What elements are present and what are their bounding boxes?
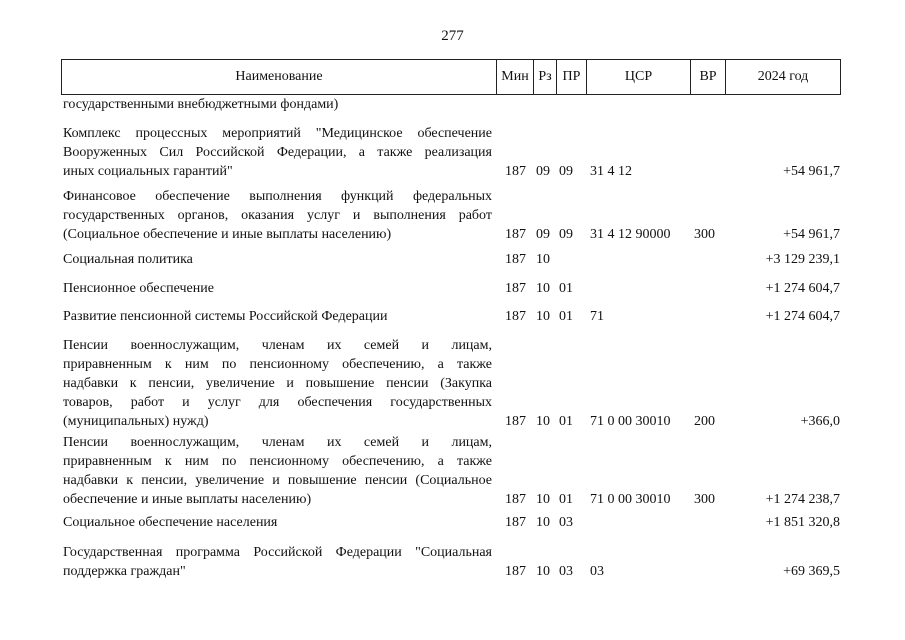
row-name-line: надбавки к пенсии, увеличение и повышение пенсии (Социальное — [63, 473, 492, 488]
row-name-line: приравненным к ним по пенсионному обеспечению, а также — [63, 357, 492, 372]
header-pr: ПР — [556, 59, 587, 95]
header-rz: Рз — [533, 59, 557, 95]
table-row — [0, 95, 905, 114]
row-min: 187 — [505, 164, 526, 179]
row-csr: 03 — [590, 564, 604, 579]
row-pr: 09 — [559, 164, 573, 179]
row-min: 187 — [505, 492, 526, 507]
row-name — [63, 513, 492, 532]
row-rz: 10 — [536, 281, 550, 296]
row-min: 187 — [505, 227, 526, 242]
table-row — [0, 433, 905, 509]
row-amount: +1 274 604,7 — [765, 281, 840, 296]
row-name-line: (муниципальных) нужд) — [63, 414, 209, 429]
table-header — [61, 59, 841, 95]
row-rz: 09 — [536, 164, 550, 179]
table-row — [0, 187, 905, 244]
row-name-line: (Социальное обеспечение и иные выплаты населению) — [63, 227, 392, 242]
row-name — [63, 95, 492, 114]
row-name — [63, 250, 492, 269]
row-name-line: государственных органов, оказания услуг и выполнения работ — [63, 208, 492, 223]
row-amount: +1 274 604,7 — [765, 309, 840, 324]
row-pr: 01 — [559, 281, 573, 296]
row-name — [63, 187, 492, 244]
row-name-line: Пенсии военнослужащим, членам их семей и лицам, — [63, 435, 492, 450]
row-pr: 03 — [559, 515, 573, 530]
row-name-line: иных социальных гарантий" — [63, 164, 233, 179]
row-csr: 71 — [590, 309, 604, 324]
row-rz: 10 — [536, 515, 550, 530]
row-csr: 31 4 12 90000 — [590, 227, 671, 242]
row-rz: 10 — [536, 564, 550, 579]
table-row — [0, 124, 905, 181]
row-min: 187 — [505, 252, 526, 267]
row-amount: +3 129 239,1 — [765, 252, 840, 267]
row-name-line: Социальная политика — [63, 252, 193, 267]
row-name — [63, 124, 492, 181]
row-name-line: Пенсионное обеспечение — [63, 281, 214, 296]
row-name — [63, 279, 492, 298]
row-rz: 09 — [536, 227, 550, 242]
table-row — [0, 307, 905, 326]
row-vr: 300 — [694, 227, 715, 242]
row-rz: 10 — [536, 492, 550, 507]
row-name-line: Комплекс процессных мероприятий "Медицинское обеспечение — [63, 126, 492, 141]
row-rz: 10 — [536, 252, 550, 267]
header-vr: ВР — [690, 59, 726, 95]
row-vr: 300 — [694, 492, 715, 507]
header-year: 2024 год — [725, 59, 841, 95]
table-row — [0, 279, 905, 298]
row-name-line: Социальное обеспечение населения — [63, 515, 278, 530]
row-min: 187 — [505, 515, 526, 530]
row-pr: 09 — [559, 227, 573, 242]
row-amount: +366,0 — [800, 414, 840, 429]
row-name-line: Вооруженных Сил Российской Федерации, а также реализация — [63, 145, 492, 160]
row-pr: 01 — [559, 414, 573, 429]
header-csr: ЦСР — [586, 59, 691, 95]
table-row — [0, 543, 905, 581]
row-amount: +54 961,7 — [783, 227, 840, 242]
row-name — [63, 307, 492, 326]
row-name-line: Развитие пенсионной системы Российской Федерации — [63, 309, 388, 324]
row-name — [63, 543, 492, 581]
row-name-line: приравненным к ним по пенсионному обеспечению, а также — [63, 454, 492, 469]
row-name-line: государственными внебюджетными фондами) — [63, 97, 339, 112]
row-amount: +54 961,7 — [783, 164, 840, 179]
row-pr: 03 — [559, 564, 573, 579]
row-csr: 31 4 12 — [590, 164, 632, 179]
row-rz: 10 — [536, 414, 550, 429]
row-pr: 01 — [559, 309, 573, 324]
row-vr: 200 — [694, 414, 715, 429]
header-name: Наименование — [61, 59, 497, 95]
row-name-line: поддержка граждан" — [63, 564, 186, 579]
row-min: 187 — [505, 564, 526, 579]
row-csr: 71 0 00 30010 — [590, 414, 671, 429]
row-amount: +1 851 320,8 — [765, 515, 840, 530]
row-csr: 71 0 00 30010 — [590, 492, 671, 507]
row-amount: +1 274 238,7 — [765, 492, 840, 507]
table-row — [0, 513, 905, 532]
row-rz: 10 — [536, 309, 550, 324]
row-amount: +69 369,5 — [783, 564, 840, 579]
row-name — [63, 336, 492, 431]
table-row — [0, 336, 905, 431]
table-row — [0, 250, 905, 269]
row-name-line: Пенсии военнослужащим, членам их семей и лицам, — [63, 338, 492, 353]
row-min: 187 — [505, 414, 526, 429]
row-name-line: Финансовое обеспечение выполнения функций федеральных — [63, 189, 492, 204]
header-min: Мин — [496, 59, 534, 95]
row-name-line: обеспечение и иные выплаты населению) — [63, 492, 312, 507]
row-name — [63, 433, 492, 509]
row-min: 187 — [505, 281, 526, 296]
row-name-line: надбавки к пенсии, увеличение и повышение пенсии (Закупка — [63, 376, 492, 391]
page-number: 277 — [441, 28, 464, 44]
row-min: 187 — [505, 309, 526, 324]
row-name-line: товаров, работ и услуг для обеспечения государственных — [63, 395, 492, 410]
row-pr: 01 — [559, 492, 573, 507]
row-name-line: Государственная программа Российской Федерации "Социальная — [63, 545, 492, 560]
